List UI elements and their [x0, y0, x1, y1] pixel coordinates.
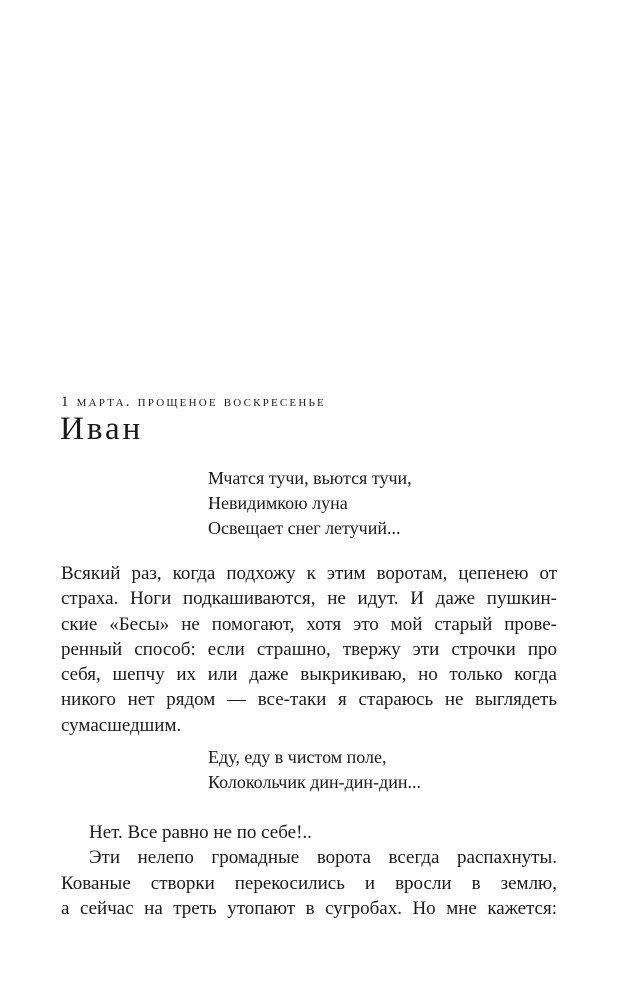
text-line: ренный способ: если страшно, твержу эти строчки про: [61, 638, 557, 660]
text-line: а сейчас на треть утопают в сугробах. Но мне кажется:: [61, 897, 557, 919]
text-line: никого нет рядом — все-таки я стараюсь не выглядеть: [61, 689, 557, 711]
paragraph-group: [61, 820, 557, 921]
quoted-verse: [208, 745, 421, 795]
verse-line: Колокольчик дин-дин-дин...: [208, 772, 421, 792]
verse-line: Освещает снег летучий...: [208, 518, 401, 538]
chapter-title: Иван: [60, 411, 144, 447]
text-line: страха. Ноги подкашиваются, не идут. И даже пушкин-: [61, 588, 557, 610]
paragraph: [61, 561, 557, 738]
text-line: сумасшедшим.: [61, 714, 182, 736]
text-line: Нет. Все равно не по себе!..: [89, 822, 312, 843]
text-line: себя, шепчу их или даже выкрикиваю, но только когда: [61, 664, 557, 686]
verse-line: Невидимкою луна: [208, 493, 348, 513]
verse-line: Еду, еду в чистом поле,: [208, 747, 387, 767]
text-line: ские «Бесы» не помогают, хотя это мой старый прове-: [61, 613, 557, 635]
verse-line: Мчатся тучи, вьются тучи,: [208, 468, 412, 488]
text-line: Кованые створки перекосились и вросли в землю,: [61, 872, 557, 894]
chapter-date-heading: 1 марта. прощеное воскресенье: [61, 394, 326, 410]
epigraph-verse: [208, 466, 412, 541]
text-line: Всякий раз, когда подхожу к этим воротам, цепенею от: [61, 563, 557, 584]
text-line: Эти нелепо громадные ворота всегда распахнуты.: [89, 847, 557, 869]
